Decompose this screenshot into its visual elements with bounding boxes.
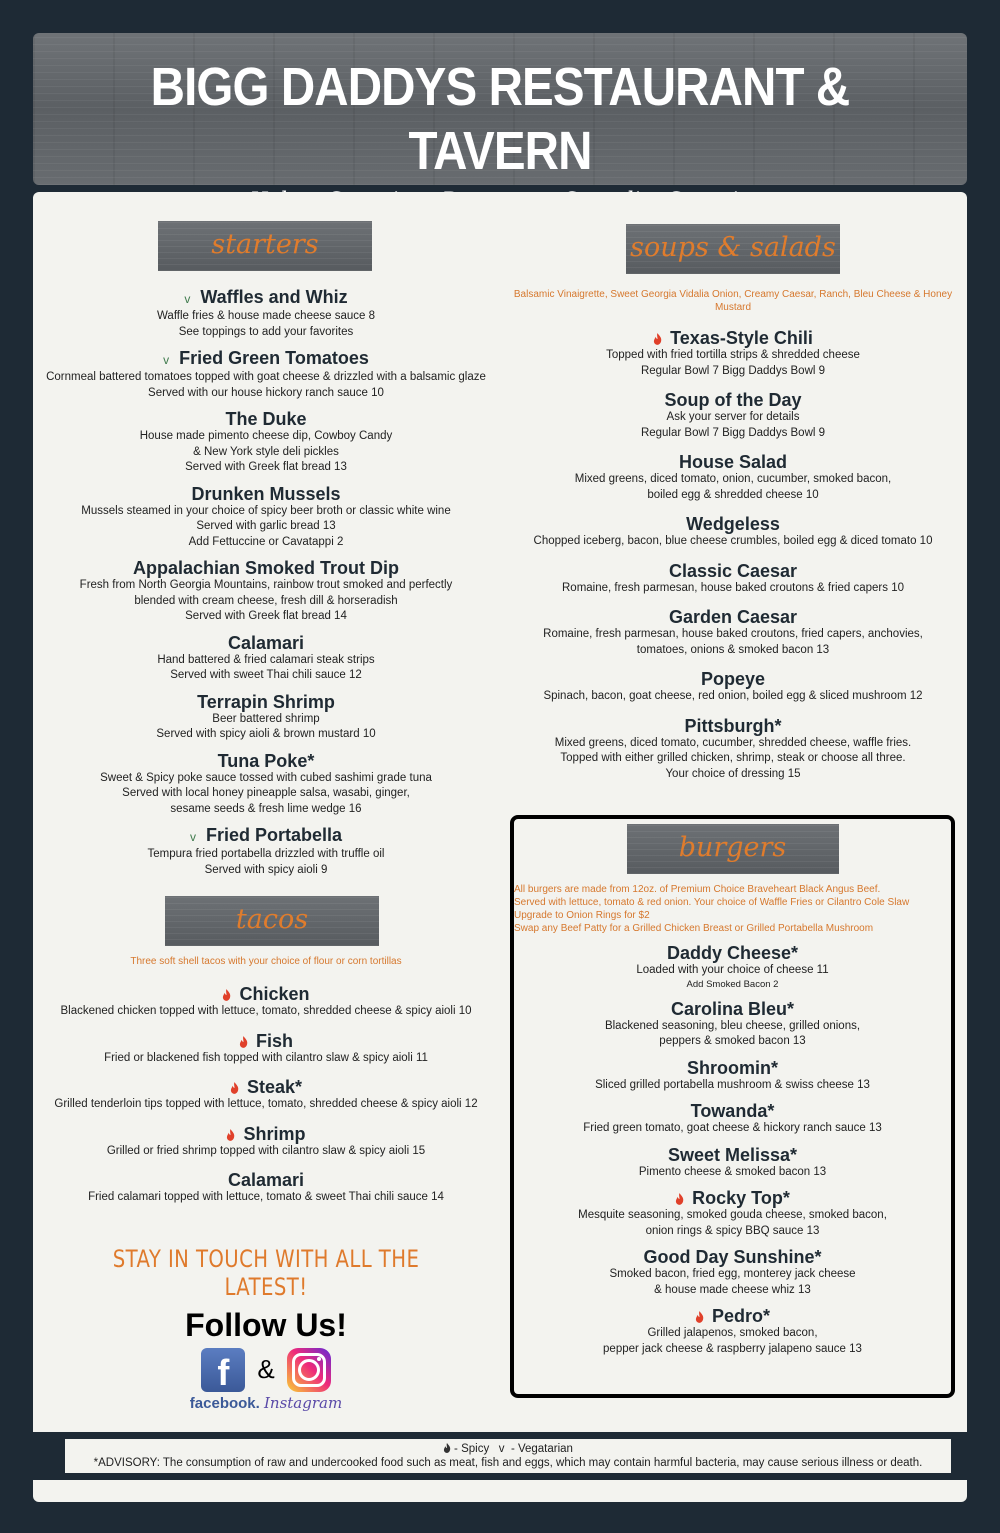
item-description: peppers & smoked bacon 13 bbox=[659, 1035, 806, 1047]
item-description: Topped with fried tortilla strips & shredded cheese bbox=[606, 349, 860, 361]
item-description: Mixed greens, diced tomato, cucumber, shredded cheese, waffle fries. bbox=[554, 736, 912, 749]
vegetarian-icon: v bbox=[498, 1443, 505, 1455]
item-name-text: Appalachian Smoked Trout Dip bbox=[132, 558, 400, 578]
restaurant-title: BIGG DADDYS RESTAURANT & TAVERN bbox=[150, 57, 850, 181]
item-name bbox=[499, 390, 967, 410]
spicy-legend: - Spicy bbox=[454, 1443, 490, 1455]
menu-item bbox=[33, 1124, 499, 1160]
item-name bbox=[514, 999, 951, 1019]
item-name bbox=[499, 716, 967, 736]
item-name bbox=[33, 558, 499, 578]
item-name-text: Popeye bbox=[700, 669, 766, 689]
item-description: Served with Greek flat bread 13 bbox=[185, 461, 347, 473]
item-description: & New York style deli pickles bbox=[193, 445, 339, 458]
item-name bbox=[33, 1077, 499, 1097]
item-name-text: Waffles and Whiz bbox=[200, 287, 348, 307]
item-name bbox=[33, 287, 499, 309]
item-description: Fresh from North Georgia Mountains, rainbow trout smoked and perfectly bbox=[79, 579, 453, 591]
item-description: Mussels steamed in your choice of spicy beer broth or classic white wine bbox=[81, 504, 451, 517]
item-name bbox=[514, 1058, 951, 1078]
item-name-text: Calamari bbox=[227, 632, 305, 653]
facebook-link[interactable]: facebook. bbox=[189, 1394, 260, 1412]
tacos-note: Three soft shell tacos with your choice of flour or corn tortillas bbox=[130, 956, 402, 967]
menu-item bbox=[33, 692, 499, 743]
item-name bbox=[33, 1124, 499, 1144]
item-description: Served with garlic bread 13 bbox=[196, 520, 336, 532]
burgers-box bbox=[510, 815, 955, 1398]
item-description: & house made cheese whiz 13 bbox=[654, 1283, 811, 1296]
burgers-notes bbox=[514, 883, 951, 935]
menu-item bbox=[33, 1077, 499, 1113]
item-name bbox=[33, 1031, 499, 1051]
menu-item bbox=[499, 669, 967, 705]
item-name bbox=[33, 484, 499, 504]
item-description: Spinach, bacon, goat cheese, red onion, boiled egg & sliced mushroom 12 bbox=[543, 690, 923, 702]
item-name-text: Chicken bbox=[239, 984, 310, 1004]
item-name-text: Classic Caesar bbox=[668, 560, 798, 581]
item-description: Served with spicy aioli 9 bbox=[204, 863, 328, 876]
item-addon: Add Smoked Bacon 2 bbox=[686, 978, 779, 990]
item-name bbox=[514, 1188, 951, 1208]
item-name-text: Daddy Cheese* bbox=[666, 943, 799, 963]
menu-item bbox=[33, 287, 499, 340]
item-description: Cornmeal battered tomatoes topped with goat cheese & drizzled with a balsamic glaze bbox=[46, 371, 486, 383]
item-name-text: Terrapin Shrimp bbox=[197, 691, 335, 712]
facebook-icon[interactable]: f bbox=[201, 1348, 245, 1392]
menu-item bbox=[33, 409, 499, 476]
item-description: sesame seeds & fresh lime wedge 16 bbox=[170, 802, 362, 815]
menu-item bbox=[33, 984, 499, 1020]
item-description: See toppings to add your favorites bbox=[178, 325, 354, 338]
spicy-icon bbox=[653, 333, 662, 345]
spicy-icon bbox=[222, 989, 231, 1001]
item-name bbox=[33, 692, 499, 712]
item-name bbox=[33, 348, 499, 370]
item-name-text: Good Day Sunshine* bbox=[643, 1247, 822, 1267]
item-description: onion rings & spicy BBQ sauce 13 bbox=[645, 1224, 820, 1237]
item-description: Fried calamari topped with lettuce, tomato & sweet Thai chili sauce 14 bbox=[88, 1191, 444, 1203]
follow-us: Follow Us! bbox=[185, 1306, 347, 1343]
dressings-note: Balsamic Vinaigrette, Sweet Georgia Vidalia Onion, Creamy Caesar, Ranch, Bleu Cheese & Honey Mustard bbox=[513, 289, 953, 313]
menu-item bbox=[514, 999, 951, 1050]
item-description: Mixed greens, diced tomato, onion, cucumber, smoked bacon, bbox=[574, 473, 892, 485]
menu-item bbox=[33, 1031, 499, 1067]
item-name bbox=[33, 1170, 499, 1190]
item-name bbox=[33, 984, 499, 1004]
menu-item bbox=[499, 607, 967, 658]
item-name-text: Garden Caesar bbox=[668, 607, 798, 627]
vegetarian-icon: v bbox=[184, 292, 191, 306]
left-column bbox=[33, 192, 499, 1412]
item-name bbox=[514, 1145, 951, 1165]
item-description: Grilled or fried shrimp topped with cilantro slaw & spicy aioli 15 bbox=[106, 1144, 426, 1157]
menu-item bbox=[33, 825, 499, 878]
item-description: Served with our house hickory ranch sauce 10 bbox=[148, 386, 384, 399]
item-description: Mesquite seasoning, smoked gouda cheese, smoked bacon, bbox=[578, 1209, 887, 1221]
item-name bbox=[33, 409, 499, 429]
item-name-text: House Salad bbox=[678, 452, 788, 472]
item-description: Served with Greek flat bread 14 bbox=[185, 610, 347, 622]
menu-item bbox=[499, 716, 967, 783]
item-name-text: Fried Green Tomatoes bbox=[179, 348, 369, 368]
item-description: boiled egg & shredded cheese 10 bbox=[647, 488, 819, 501]
item-name-text: Steak* bbox=[246, 1077, 303, 1097]
menu-item bbox=[514, 1188, 951, 1239]
item-name-text: Fried Portabella bbox=[205, 825, 343, 845]
item-description: Waffle fries & house made cheese sauce 8 bbox=[157, 310, 375, 322]
right-column bbox=[499, 192, 967, 793]
burger-note-line: Served with lettuce, tomato & red onion. Your choice of Waffle Fries or Cilantro Cole Slaw bbox=[514, 897, 910, 908]
item-description: Smoked bacon, fried egg, monterey jack cheese bbox=[609, 1268, 856, 1280]
vegetarian-icon: v bbox=[163, 353, 170, 367]
item-description: Regular Bowl 7 Bigg Daddys Bowl 9 bbox=[640, 426, 826, 439]
social-logos bbox=[33, 1348, 499, 1392]
item-name-text: Drunken Mussels bbox=[191, 483, 341, 504]
menu-item bbox=[499, 328, 967, 379]
item-name-text: Towanda* bbox=[690, 1101, 775, 1121]
item-description: House made pimento cheese dip, Cowboy Candy bbox=[139, 430, 393, 442]
burgers-list bbox=[514, 943, 951, 1357]
item-description: Beer battered shrimp bbox=[212, 712, 320, 725]
footer bbox=[33, 1432, 967, 1480]
item-description: Served with local honey pineapple salsa, wasabi, ginger, bbox=[122, 787, 410, 799]
instagram-icon[interactable] bbox=[287, 1348, 331, 1392]
item-name-text: Pittsburgh* bbox=[684, 715, 782, 736]
menu-item bbox=[514, 1145, 951, 1181]
item-description: Tempura fried portabella drizzled with truffle oil bbox=[147, 848, 385, 860]
tacos-list bbox=[33, 984, 499, 1206]
menu-item bbox=[499, 514, 967, 550]
menu-header bbox=[33, 33, 967, 185]
item-description: Loaded with your choice of cheese 11 bbox=[636, 964, 829, 976]
item-name bbox=[514, 1101, 951, 1121]
item-description: blended with cream cheese, fresh dill & horseradish bbox=[134, 594, 398, 607]
stay-in-touch: STAY IN TOUCH WITH ALL THE LATEST! bbox=[112, 1244, 420, 1301]
item-name bbox=[499, 452, 967, 472]
item-description: Hand battered & fried calamari steak strips bbox=[157, 653, 375, 666]
item-name-text: Shroomin* bbox=[686, 1057, 778, 1078]
item-name bbox=[499, 561, 967, 581]
burgers-label: burgers bbox=[627, 824, 839, 874]
item-description: tomatoes, onions & smoked bacon 13 bbox=[636, 643, 830, 656]
item-name bbox=[499, 669, 967, 689]
starters-list bbox=[33, 287, 499, 878]
menu-item bbox=[514, 1306, 951, 1357]
starters-label: starters bbox=[158, 221, 372, 271]
item-name-text: Wedgeless bbox=[686, 514, 780, 534]
menu-item bbox=[33, 484, 499, 551]
menu-item bbox=[499, 390, 967, 441]
item-description: Pimento cheese & smoked bacon 13 bbox=[638, 1165, 827, 1178]
vegetarian-icon: v bbox=[189, 830, 196, 844]
spicy-icon bbox=[230, 1082, 239, 1094]
item-name-text: Soup of the Day bbox=[664, 390, 802, 410]
item-name-text: The Duke bbox=[225, 409, 307, 429]
menu-item bbox=[514, 943, 951, 991]
menu-item bbox=[33, 751, 499, 818]
menu-item bbox=[499, 452, 967, 503]
item-description: Blackened seasoning, bleu cheese, grilled onions, bbox=[604, 1019, 861, 1032]
spicy-icon bbox=[675, 1193, 684, 1205]
item-name-text: Shrimp bbox=[243, 1123, 306, 1144]
item-name bbox=[33, 825, 499, 847]
item-name bbox=[514, 943, 951, 963]
item-description: Romaine, fresh parmesan, house baked croutons & fried capers 10 bbox=[562, 581, 904, 594]
item-description: Romaine, fresh parmesan, house baked croutons, fried capers, anchovies, bbox=[543, 628, 923, 640]
menu-item bbox=[33, 1170, 499, 1206]
spicy-icon bbox=[239, 1036, 248, 1048]
social-names bbox=[33, 1394, 499, 1412]
advisory-text: *ADVISORY: The consumption of raw and undercooked food such as meat, fish and eggs, which may contain harmful bacteria, may cause serious illness or death. bbox=[93, 1457, 923, 1469]
ampersand: & bbox=[257, 1354, 275, 1384]
menu-item bbox=[33, 633, 499, 684]
spicy-icon bbox=[443, 1443, 451, 1453]
spicy-icon bbox=[226, 1129, 235, 1141]
menu-panel bbox=[33, 192, 967, 1502]
footer-legend bbox=[65, 1439, 951, 1473]
item-description: Regular Bowl 7 Bigg Daddys Bowl 9 bbox=[640, 364, 826, 377]
item-name-text: Fish bbox=[255, 1030, 293, 1051]
item-description: pepper jack cheese & raspberry jalapeno sauce 13 bbox=[603, 1342, 862, 1355]
item-description: Fried or blackened fish topped with cilantro slaw & spicy aioli 11 bbox=[104, 1051, 428, 1064]
item-description: Add Fettuccine or Cavatappi 2 bbox=[188, 535, 344, 548]
instagram-link[interactable]: Instagram bbox=[264, 1393, 343, 1412]
item-name-text: Texas-Style Chili bbox=[670, 328, 813, 348]
item-description: Chopped iceberg, bacon, blue cheese crumbles, boiled egg & diced tomato 10 bbox=[533, 535, 933, 547]
menu-item bbox=[499, 561, 967, 597]
item-name bbox=[514, 1306, 951, 1326]
item-name bbox=[33, 633, 499, 653]
burger-note-line: Upgrade to Onion Rings for $2 bbox=[514, 910, 650, 921]
item-name-text: Sweet Melissa* bbox=[667, 1144, 798, 1165]
item-description: Grilled tenderloin tips topped with lettuce, tomato, shredded cheese & spicy aioli 12 bbox=[54, 1098, 478, 1110]
item-description: Fried green tomato, goat cheese & hickory ranch sauce 13 bbox=[583, 1122, 882, 1134]
item-name bbox=[514, 1247, 951, 1267]
item-description: Your choice of dressing 15 bbox=[665, 767, 801, 780]
item-name bbox=[33, 751, 499, 771]
menu-item bbox=[33, 558, 499, 625]
menu-item bbox=[514, 1247, 951, 1298]
item-description: Blackened chicken topped with lettuce, tomato, shredded cheese & spicy aioli 10 bbox=[60, 1005, 472, 1017]
menu-item bbox=[33, 348, 499, 401]
burger-note-line: All burgers are made from 12oz. of Premium Choice Braveheart Black Angus Beef. bbox=[514, 884, 881, 895]
soups-label: soups & salads bbox=[626, 224, 840, 274]
item-name-text: Pedro* bbox=[711, 1306, 771, 1326]
tacos-label: tacos bbox=[165, 896, 379, 946]
item-name-text: Tuna Poke* bbox=[217, 750, 315, 771]
item-name-text: Carolina Bleu* bbox=[670, 998, 795, 1019]
item-name bbox=[499, 514, 967, 534]
item-description: Served with spicy aioli & brown mustard 10 bbox=[156, 728, 376, 740]
spicy-icon bbox=[695, 1311, 704, 1323]
item-name-text: Calamari bbox=[227, 1170, 305, 1190]
item-name bbox=[499, 328, 967, 348]
item-description: Grilled jalapenos, smoked bacon, bbox=[647, 1327, 818, 1339]
item-description: Ask your server for details bbox=[666, 411, 800, 423]
soups-list bbox=[499, 328, 967, 782]
vegetarian-legend: - Vegatarian bbox=[510, 1443, 573, 1455]
burger-note-line: Swap any Beef Patty for a Grilled Chicken Breast or Grilled Portabella Mushroom bbox=[514, 923, 874, 934]
menu-item bbox=[514, 1058, 951, 1094]
item-description: Sliced grilled portabella mushroom & swiss cheese 13 bbox=[595, 1078, 870, 1091]
menu-item bbox=[514, 1101, 951, 1137]
item-description: Served with sweet Thai chili sauce 12 bbox=[170, 669, 362, 681]
item-name-text: Rocky Top* bbox=[692, 1188, 790, 1208]
item-description: Topped with either grilled chicken, shrimp, steak or choose all three. bbox=[560, 752, 906, 764]
item-name bbox=[499, 607, 967, 627]
item-description: Sweet & Spicy poke sauce tossed with cubed sashimi grade tuna bbox=[100, 771, 432, 784]
